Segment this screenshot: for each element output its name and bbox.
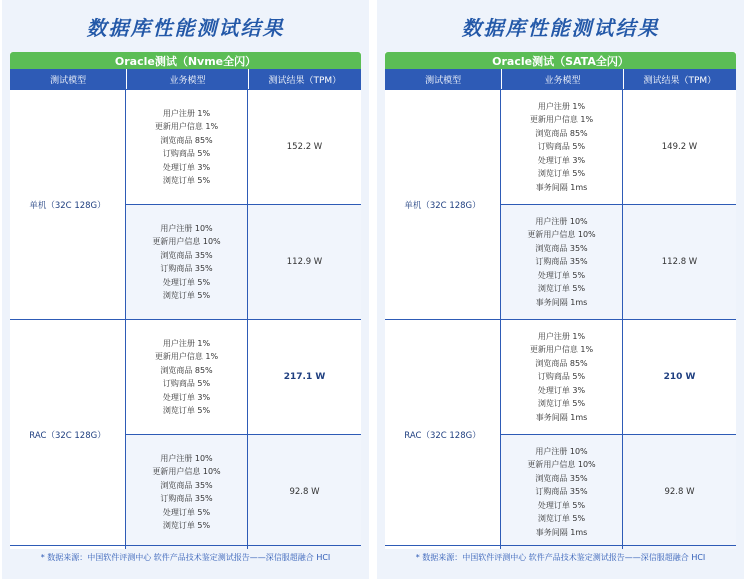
panel-title: 数据库性能测试结果	[86, 15, 285, 40]
panel-sata	[377, 0, 744, 579]
table-bottom-border	[385, 545, 736, 546]
business-model-line: 浏览商品 85%	[535, 128, 588, 138]
table-row	[501, 204, 736, 319]
business-model-line: 浏览商品 35%	[535, 473, 588, 483]
business-model-line: 订购商品 35%	[535, 257, 588, 267]
business-model-cell	[126, 320, 248, 434]
business-model-line: 处理订单 5%	[537, 270, 586, 280]
result-cell: 112.8 W	[623, 205, 736, 319]
business-model-line: 事务间隔 1ms	[535, 412, 588, 422]
test-model-group	[385, 319, 736, 549]
business-model-cell	[126, 435, 248, 549]
business-model-line: 浏览商品 85%	[160, 135, 213, 145]
business-model-line: 订购商品 35%	[160, 264, 213, 273]
business-model-line: 处理订单 3%	[162, 162, 211, 172]
column-header: 测试模型	[10, 69, 127, 89]
business-model-line: 浏览商品 85%	[160, 365, 213, 375]
business-model-line: 用户注册 1%	[162, 338, 211, 348]
results-table	[385, 52, 736, 549]
business-model-line: 浏览商品 35%	[160, 250, 213, 260]
business-model-line: 用户注册 1%	[162, 108, 211, 118]
business-model-line: 事务间隔 1ms	[535, 182, 588, 192]
business-model-cell	[126, 205, 248, 319]
business-model-line: 浏览商品 35%	[535, 243, 588, 253]
business-rows	[501, 320, 736, 549]
test-model-group	[10, 89, 361, 319]
table-header	[10, 69, 361, 89]
result-cell: 92.8 W	[248, 435, 361, 549]
business-model-line: 更新用户信息 10%	[527, 460, 596, 470]
business-model-line: 订购商品 5%	[162, 379, 211, 388]
business-model-line: 更新用户信息 10%	[527, 230, 596, 240]
business-model-line: 事务间隔 1ms	[535, 527, 588, 537]
business-model-line: 用户注册 10%	[160, 453, 213, 463]
business-model-line: 处理订单 3%	[162, 392, 211, 402]
column-header: 测试模型	[385, 69, 502, 89]
business-model-line: 浏览商品 85%	[535, 358, 588, 368]
business-model-line: 用户注册 10%	[160, 223, 213, 233]
table-row	[501, 320, 736, 434]
business-model-line: 用户注册 1%	[537, 331, 586, 341]
table-header	[385, 69, 736, 89]
business-model-cell	[501, 205, 623, 319]
business-model-line: 订购商品 35%	[160, 494, 213, 503]
business-rows	[126, 90, 361, 319]
business-model-line: 订购商品 35%	[535, 487, 588, 497]
table-row	[126, 320, 361, 434]
business-model-line: 处理订单 3%	[537, 155, 586, 165]
test-model-label: 单机（32C 128G）	[10, 90, 126, 319]
business-model-line: 事务间隔 1ms	[535, 297, 588, 307]
business-model-line: 订购商品 5%	[537, 372, 586, 382]
test-model-label: 单机（32C 128G）	[385, 90, 501, 319]
result-cell: 152.2 W	[286, 142, 323, 152]
business-model-line: 浏览订单 5%	[162, 521, 211, 530]
test-model-group	[10, 319, 361, 549]
business-rows	[501, 90, 736, 319]
test-model-label: RAC（32C 128G）	[385, 320, 501, 549]
table-row	[126, 204, 361, 319]
business-model-line: 浏览商品 35%	[160, 480, 213, 490]
business-model-line: 处理订单 5%	[162, 277, 211, 287]
business-rows	[126, 320, 361, 549]
test-model-label: RAC（32C 128G）	[10, 320, 126, 549]
business-model-cell	[501, 435, 623, 549]
business-model-line: 处理订单 3%	[537, 385, 586, 395]
table-row	[126, 434, 361, 549]
test-model-group	[385, 89, 736, 319]
table-caption: Oracle测试（Nvme全闪）	[10, 52, 361, 69]
table-caption: Oracle测试（SATA全闪）	[385, 52, 736, 69]
business-model-line: 浏览订单 5%	[537, 514, 586, 524]
business-model-line: 更新用户信息 10%	[152, 237, 221, 246]
result-cell: 112.9 W	[248, 205, 361, 319]
table-row	[501, 434, 736, 549]
column-header: 测试结果（TPM）	[268, 75, 342, 86]
business-model-line: 更新用户信息 10%	[152, 467, 221, 476]
result-cell: 149.2 W	[661, 142, 698, 152]
business-model-cell	[501, 320, 623, 434]
business-model-line: 浏览订单 5%	[162, 406, 211, 415]
footnote: * 数据来源：中国软件评测中心 软件产品技术鉴定测试报告——深信服超融合 HCI	[40, 553, 331, 562]
business-model-line: 用户注册 1%	[537, 101, 586, 111]
table-row	[126, 90, 361, 204]
business-model-line: 更新用户信息 1%	[154, 122, 219, 131]
table-row	[501, 90, 736, 204]
table-bottom-border	[10, 545, 361, 546]
column-header: 测试结果（TPM）	[643, 75, 717, 86]
results-table	[10, 52, 361, 549]
column-header: 业务模型	[127, 69, 248, 89]
business-model-line: 处理订单 5%	[537, 500, 586, 510]
column-header: 业务模型	[502, 69, 623, 89]
business-model-line: 订购商品 5%	[537, 142, 586, 152]
footnote: * 数据来源：中国软件评测中心 软件产品技术鉴定测试报告——深信服超融合 HCI	[415, 553, 706, 562]
panel-title: 数据库性能测试结果	[461, 15, 660, 40]
business-model-line: 更新用户信息 1%	[154, 352, 219, 361]
business-model-line: 订购商品 5%	[162, 149, 211, 158]
panel-nvme	[2, 0, 369, 579]
business-model-line: 浏览订单 5%	[162, 291, 211, 300]
result-cell: 210 W	[663, 372, 696, 382]
business-model-line: 用户注册 10%	[535, 216, 588, 226]
result-cell: 217.1 W	[283, 372, 326, 382]
business-model-line: 浏览订单 5%	[537, 284, 586, 294]
business-model-line: 浏览订单 5%	[162, 176, 211, 185]
business-model-line: 更新用户信息 1%	[529, 345, 594, 355]
business-model-line: 浏览订单 5%	[537, 399, 586, 409]
business-model-line: 浏览订单 5%	[537, 169, 586, 179]
business-model-cell	[126, 90, 248, 204]
result-cell: 92.8 W	[623, 435, 736, 549]
business-model-line: 用户注册 10%	[535, 446, 588, 456]
business-model-cell	[501, 90, 623, 204]
business-model-line: 处理订单 5%	[162, 507, 211, 517]
business-model-line: 更新用户信息 1%	[529, 115, 594, 125]
